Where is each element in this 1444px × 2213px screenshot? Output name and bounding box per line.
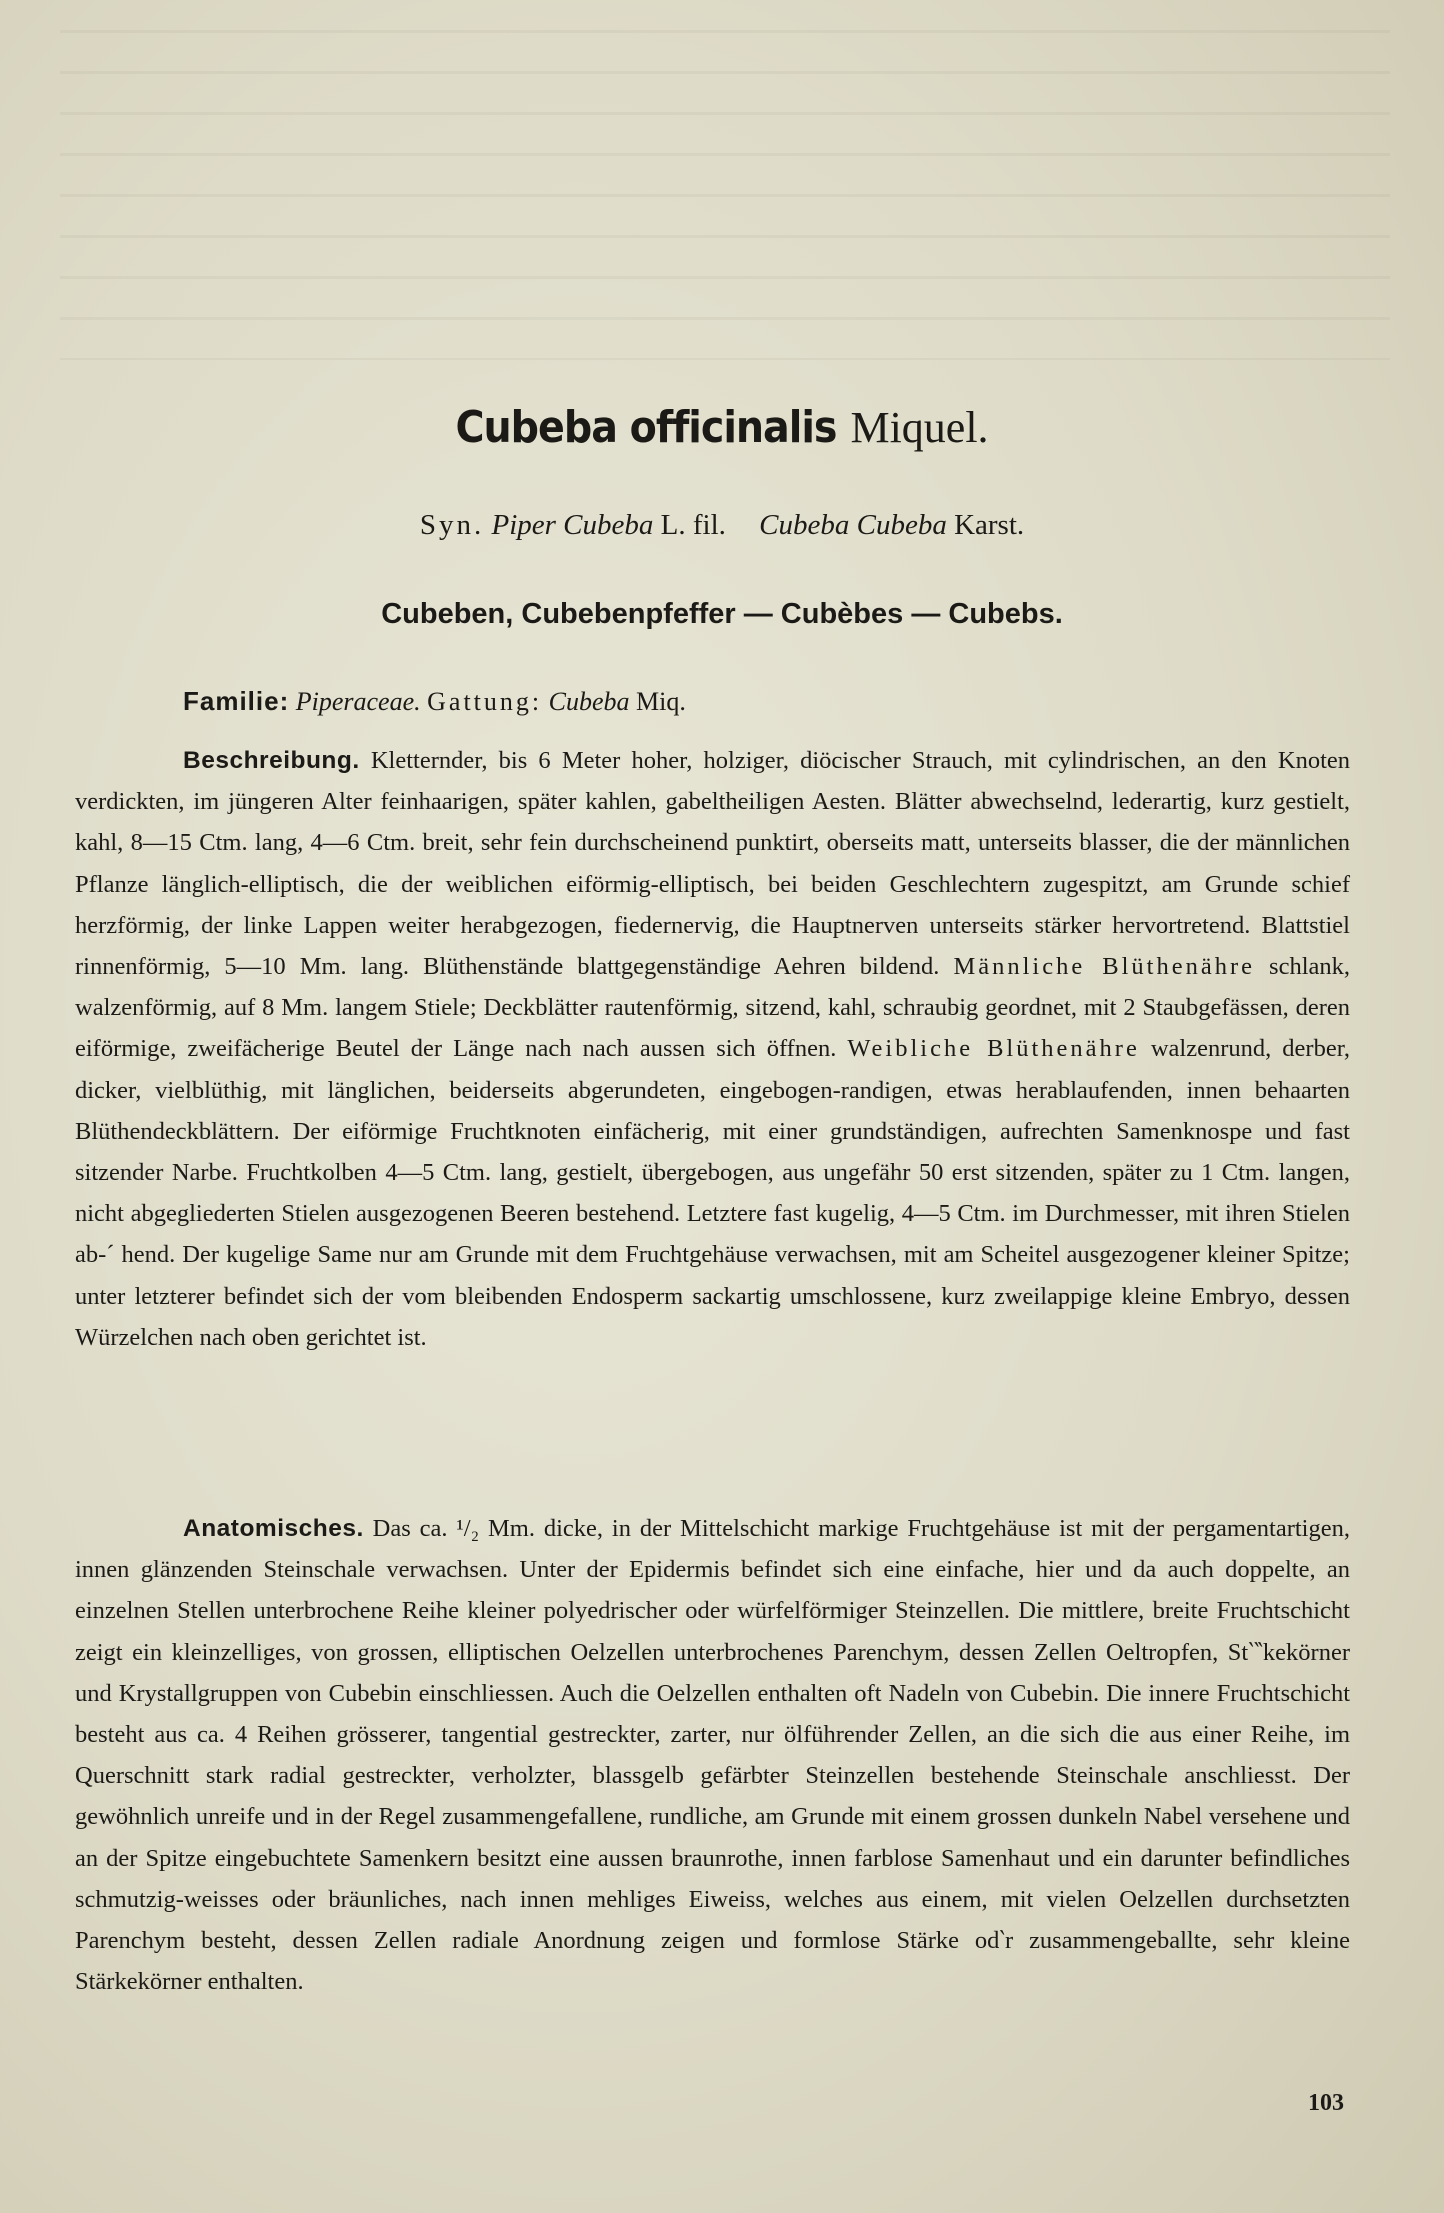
synonym-1-author: L. fil. bbox=[660, 509, 726, 541]
common-names: Cubeben, Cubebenpfeffer — Cubèbes — Cubebs. bbox=[381, 598, 1063, 630]
genus-label: Gattung: bbox=[427, 687, 543, 716]
anatomy-text: Das ca. ¹/₂ Mm. dicke, in der Mittelschicht markige Fruchtgehäuse ist mit der pergamentartigen, innen glänzenden Steinschale verwachsen. Unter der Epidermis befindet sich eine einfache, hier und da auch doppelte, an einzelnen Stellen unterbrochene Reihe kleiner polyedrischer oder würfelförmiger Steinzellen. Die mittlere, breite Fruchtschicht zeigt ein kleinzelliges, von grossen, elliptischen Oelzellen unterbrochenes Parenchym, dessen Zellen Oeltropfen, St‵‶kekörner und Krystallgruppen von Cubebin einschliessen. Auch die Oelzellen enthalten oft Nadeln von Cubebin. Die innere Fruchtschicht besteht aus ca. 4 Reihen grösserer, tangential gestreckter, zarter, nur ölführender Zellen, an die sich die aus einer Reihe, im Querschnitt stark radial gestreckter, verholzter, blassgelb gefärbter Steinzellen bestehende Steinschale anschliesst. Der gewöhnlich unreife und in der Regel zusammengefallene, rundliche, am Grunde mit einem grossen dunkeln Nabel versehene und an der Spitze eingebuchtete Samenkern besitzt eine aussen braunrothe, innen farblose Samenhaut und ein darunter befindliches schmutzig-weisses oder bräunliches, nach innen mehliges Eiweiss, welches aus einem, mit vielen Oelzellen durchsetzten Parenchym besteht, dessen Zellen radiale Anordnung zeigen und formlose Stärke od‵r zusammengeballte, sehr kleine Stärkekörner enthalten. bbox=[75, 1515, 1350, 1996]
synonyms-prefix: Syn. bbox=[419, 509, 485, 541]
scientific-name: Cubeba officinalis bbox=[455, 402, 837, 453]
family-label: Familie: bbox=[183, 686, 290, 716]
description-paragraph bbox=[75, 740, 1350, 1358]
page-title bbox=[0, 400, 1444, 456]
female-spike-label: Weibliche Blüthenähre bbox=[847, 1035, 1140, 1063]
male-spike-label: Männliche Blüthenähre bbox=[953, 953, 1255, 981]
anatomy-heading: Anatomisches. bbox=[183, 1515, 364, 1542]
synonym-1-name: Piper Cubeba bbox=[491, 509, 654, 541]
author-citation: Miquel. bbox=[850, 403, 989, 452]
family-value: Piperaceae. bbox=[295, 687, 421, 716]
description-text-1: Kletternder, bis 6 Meter hoher, holziger, diöcischer Strauch, mit cylindrischen, an den Knoten verdickten, im jüngeren Alter feinhaarigen, später kahlen, gabeltheiligen Aesten. Blätter abwechselnd, lederartig, kurz gestielt, kahl, 8—15 Ctm. lang, 4—6 Ctm. breit, sehr fein durchscheinend punktirt, oberseits matt, unterseits blasser, die der männlichen Pflanze länglich-elliptisch, die der weiblichen eiförmig-elliptisch, bei beiden Geschlechtern zugespitzt, am Grunde schief herzförmig, der linke Lappen weiter herabgezogen, fiedernervig, die Hauptnerven unterseits stärker hervortretend. Blattstiel rinnenförmig, 5—10 Mm. lang. Blüthenstände blattgegenständige Aehren bildend. bbox=[75, 747, 1351, 981]
anatomy-paragraph bbox=[75, 1508, 1350, 2002]
synonym-2-author: Karst. bbox=[954, 509, 1025, 541]
genus-author: Miq. bbox=[636, 687, 686, 716]
synonym-2-name: Cubeba Cubeba bbox=[759, 509, 947, 541]
synonyms-line bbox=[0, 505, 1444, 545]
genus-value: Cubeba bbox=[548, 687, 630, 716]
description-heading: Beschreibung. bbox=[183, 747, 360, 774]
description-text-3: walzenrund, derber, dicker, vielblüthig, mit länglichen, beiderseits abgerundeten, eingebogen-randigen, etwas herablaufenden, innen behaarten Blüthendeckblättern. Der eiförmige Fruchtknoten einfächerig, mit einer grundständigen, aufrechten Samenknospe und fast sitzender Narbe. Fruchtkolben 4—5 Ctm. lang, gestielt, übergebogen, aus ungefähr 50 erst sitzenden, später zu 1 Ctm. langen, nicht abgegliederten Stielen ausgezogenen Beeren bestehend. Letztere fast kugelig, 4—5 Ctm. im Durchmesser, mit ihren Stielen ab-´ hend. Der kugelige Same nur am Grunde mit dem Fruchtgehäuse verwachsen, mit am Scheitel ausgezogener kleiner Spitze; unter letzterer befindet sich der vom bleibenden Endosperm sackartig umschlossene, kurz zweilappige kleine Embryo, dessen Würzelchen nach oben gerichtet ist. bbox=[75, 1035, 1351, 1351]
page-number: 103 bbox=[1308, 2090, 1344, 2116]
description-text-2: schlank, walzenförmig, auf 8 Mm. langem Stiele; Deckblätter rautenförmig, sitzend, kahl, schraubig geordnet, mit 2 Staubgefässen, deren eiförmige, zweifächerige Beutel der Länge nach nach aussen sich öffnen. bbox=[75, 953, 1351, 1063]
show-through-text bbox=[60, 30, 1390, 360]
family-line bbox=[183, 682, 686, 721]
